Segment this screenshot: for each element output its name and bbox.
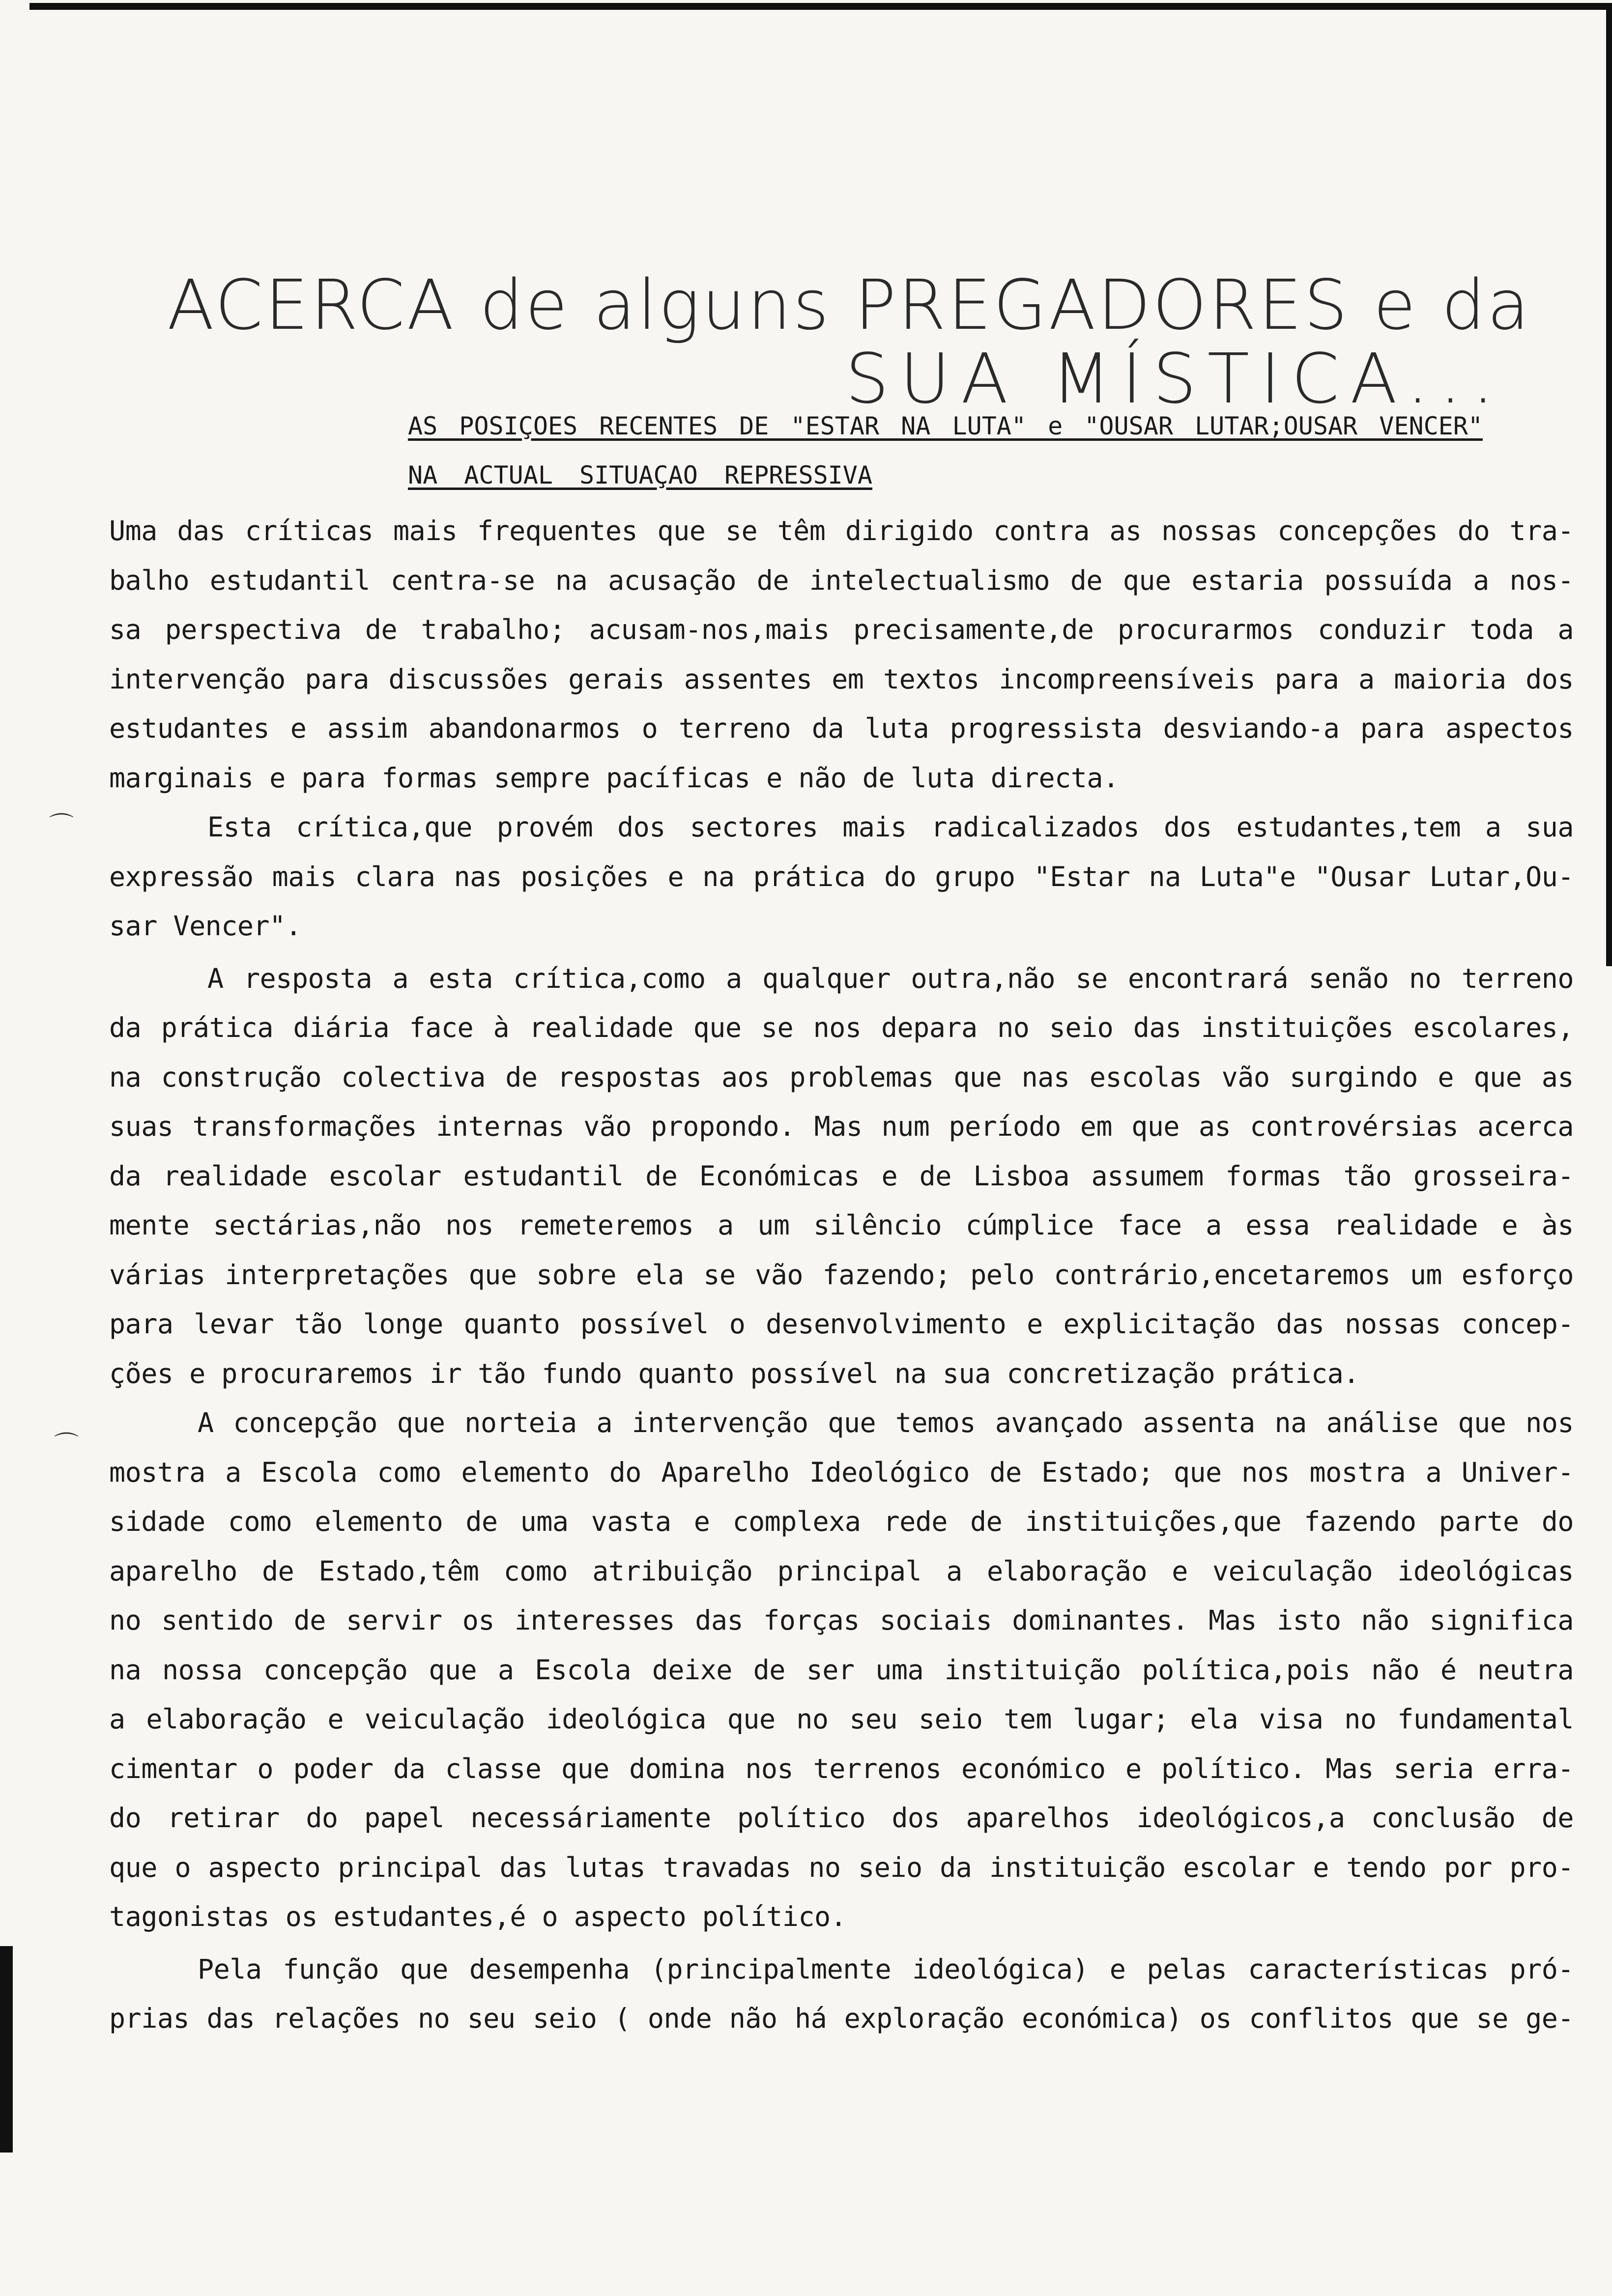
text-line: Esta crítica,que provém dos sectores mais radicalizados dos estudantes,tem a sua [207, 811, 1574, 843]
text-line: sa perspectiva de trabalho; acusam-nos,mais precisamente,de procurarmos conduzir toda a [109, 614, 1574, 645]
text-line: tagonistas os estudantes,é o aspecto político. [109, 1901, 847, 1932]
text-line: ções e procuraremos ir tão fundo quanto possível na sua concretização prática. [109, 1357, 1359, 1389]
text-line: várias interpretações que sobre ela se vão fazendo; pelo contrário,encetaremos um esforço [109, 1259, 1574, 1291]
text-line: no sentido de servir os interesses das forças sociais dominantes. Mas isto não significa [109, 1605, 1574, 1636]
body-text [109, 506, 1574, 2043]
text-line: suas transformações internas vão propondo. Mas num período em que as controvérsias acerca [109, 1111, 1574, 1142]
text-line: sar Vencer". [109, 910, 302, 942]
text-line: cimentar o poder da classe que domina nos terrenos económico e político. Mas seria erra- [109, 1752, 1574, 1784]
text-line: aparelho de Estado,têm como atribuição principal a elaboração e veiculação ideológicas [109, 1555, 1574, 1587]
text-line: a elaboração e veiculação ideológica que no seu seio tem lugar; ela visa no fundamental [109, 1703, 1574, 1735]
text-line: para levar tão longe quanto possível o desenvolvimento e explicitação das nossas concep- [109, 1308, 1574, 1340]
text-line: prias das relações no seu seio ( onde não há exploração económica) os conflitos que se ge- [109, 2003, 1574, 2034]
text-line: estudantes e assim abandonarmos o terreno da luta progressista desviando-a para aspectos [109, 713, 1574, 744]
text-line: da realidade escolar estudantil de Económicas e de Lisboa assumem formas tão grosseira- [109, 1160, 1574, 1192]
text-line: marginais e para formas sempre pacíficas e não de luta directa. [109, 762, 1119, 794]
subtitle-line-1: AS POSIÇOES RECENTES DE "ESTAR NA LUTA" e "OUSAR LUTAR;OUSAR VENCER" [408, 412, 1483, 440]
text-line: sidade como elemento de uma vasta e complexa rede de instituições,que fazendo parte do [109, 1506, 1574, 1537]
scan-edge-left [0, 1946, 13, 2152]
text-line: balho estudantil centra-se na acusação de intelectualismo de que estaria possuída a nos- [109, 564, 1574, 596]
scan-edge-right [1606, 3, 1612, 966]
text-line: da prática diária face à realidade que se nos depara no seio das instituições escolares, [109, 1012, 1574, 1043]
subtitle-line-2: NA ACTUAL SITUAÇAO REPRESSIVA [408, 461, 872, 489]
text-line: que o aspecto principal das lutas travadas no seio da instituição escolar e tendo por pro- [109, 1851, 1574, 1883]
text-line: na construção colectiva de respostas aos problemas que nas escolas vão surgindo e que as [109, 1061, 1574, 1093]
text-line: A concepção que norteia a intervenção que temos avançado assenta na análise que nos [198, 1407, 1574, 1438]
margin-mark: ⌒ [54, 1431, 79, 1459]
text-line: A resposta a esta crítica,como a qualquer outra,não se encontrará senão no terreno [207, 962, 1574, 994]
title-line-1: ACERCA de alguns PREGADORES e da [167, 265, 1531, 345]
title-line-2: SUA MÍSTICA... [845, 339, 1505, 419]
scan-edge-top [29, 3, 1612, 10]
text-line: Pela função que desempenha (principalmente ideológica) e pelas características pró- [198, 1953, 1574, 1985]
text-line: na nossa concepção que a Escola deixe de ser uma instituição política,pois não é neutra [109, 1654, 1574, 1686]
text-line: mente sectárias,não nos remeteremos a um silêncio cúmplice face a essa realidade e às [109, 1209, 1574, 1241]
text-line: do retirar do papel necessáriamente político dos aparelhos ideológicos,a conclusão de [109, 1802, 1574, 1834]
text-line: intervenção para discussões gerais assentes em textos incompreensíveis para a maioria dos [109, 663, 1574, 695]
text-line: Uma das críticas mais frequentes que se têm dirigido contra as nossas concepções do tra- [109, 515, 1574, 546]
text-line: expressão mais clara nas posições e na prática do grupo "Estar na Luta"e "Ousar Lutar,Ou- [109, 861, 1574, 892]
text-line: mostra a Escola como elemento do Aparelho Ideológico de Estado; que nos mostra a Univer- [109, 1456, 1574, 1488]
margin-mark: ⌒ [49, 811, 74, 840]
